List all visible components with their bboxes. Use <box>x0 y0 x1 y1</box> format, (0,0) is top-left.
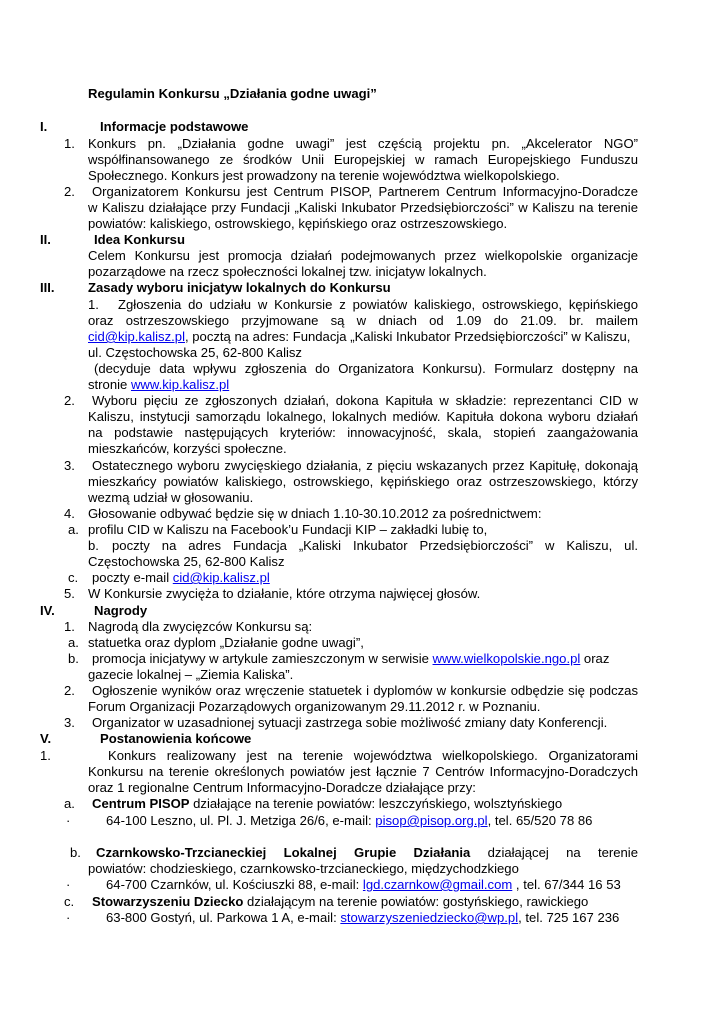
s4-item-3-number: 3. <box>64 715 75 730</box>
s4-sub-b-pre: promocja inicjatywy w artykule zamieszczonym w serwisie <box>92 651 433 666</box>
s5-sub-a-address-post: , tel. 65/520 78 86 <box>487 813 593 828</box>
section-3-number: III. <box>40 280 55 295</box>
s1-item-1-line-1: Konkurs pn. „Działania godne uwagi” jest częścią projektu pn. „Akcelerator NGO” <box>88 136 638 151</box>
s3-sub-a-text: profilu CID w Kaliszu na Facebook’u Fundacji KIP – zakładki lubię to, <box>88 522 488 537</box>
email-link-cid[interactable]: cid@kip.kalisz.pl <box>88 329 185 344</box>
s3-item-3-number: 3. <box>64 458 75 473</box>
email-link-cid-vote[interactable]: cid@kip.kalisz.pl <box>172 570 270 585</box>
s3-item-2-line-4: mieszkańców, korzyści społeczne. <box>88 441 287 456</box>
s1-item-1-line-2: współfinansowanego ze środków Unii Europejskiej w ramach Europejskiego Funduszu <box>88 152 638 167</box>
s3-sub-b-line-1: poczty na adres Fundacja „Kaliski Inkubator Przedsiębiorczości” w Kaliszu, ul. <box>112 538 638 553</box>
section-2-heading: Idea Konkursu <box>94 232 185 247</box>
s4-item-1-line-1: Nagrodą dla zwycięzców Konkursu są: <box>88 619 313 634</box>
email-link-stowarzyszenie[interactable]: stowarzyszeniedziecko@wp.pl <box>340 910 519 925</box>
website-link-kip[interactable]: www.kip.kalisz.pl <box>130 377 230 392</box>
s1-item-1-line-3: Społecznego. Konkurs jest prowadzony na terenie województwa wielkopolskiego. <box>88 168 560 183</box>
s3-item-1-line-6 <box>88 377 229 393</box>
s5-sub-b-bullet: · <box>66 877 71 892</box>
section-4-number: IV. <box>40 603 55 618</box>
s2-line-1: Celem Konkursu jest promocja działań podejmowanych przez wielkopolskie organizacje <box>88 248 638 263</box>
s1-item-2-number: 2. <box>64 184 75 199</box>
section-3-heading: Zasady wyboru inicjatyw lokalnych do Konkursu <box>88 280 391 295</box>
s3-item-1-line-3-rest: , pocztą na adres: Fundacja „Kaliski Inkubator Przedsiębiorczości” w Kaliszu, <box>184 329 631 344</box>
s5-sub-a-org: Centrum PISOP <box>92 796 190 811</box>
s5-sub-a-address <box>106 813 592 829</box>
s3-sub-c-label: c. <box>68 570 79 585</box>
s5-sub-a-label: a. <box>64 796 75 811</box>
s5-item-1-line-3: oraz 1 regionalne Centrum Informacyjno-Doradcze działające przy: <box>88 780 476 795</box>
s5-sub-b-line-2: powiatów: chodzieskiego, czarnkowsko-trzcianeckiego, międzychodzkiego <box>88 861 519 876</box>
s5-sub-c-address-pre: 63-800 Gostyń, ul. Parkowa 1 A, e-mail: <box>106 910 341 925</box>
s1-item-2-line-2: w Kaliszu działające przy Fundacji „Kaliski Inkubator Przedsiębiorczości” w Kaliszu na terenie <box>88 200 638 215</box>
document-title: Regulamin Konkursu „Działania godne uwagi” <box>88 86 377 101</box>
s1-item-1-number: 1. <box>64 136 75 151</box>
s3-item-2-line-1: Wyboru pięciu ze zgłoszonych działań, dokona Kapituła w składzie: reprezentanci CID w <box>92 393 638 408</box>
s3-item-3-line-3: wezmą udział w głosowaniu. <box>88 490 254 505</box>
s5-sub-c-rest: działającym na terenie powiatów: gostyńskiego, rawickiego <box>243 894 589 909</box>
section-4-heading: Nagrody <box>94 603 148 618</box>
s5-sub-b-address-pre: 64-700 Czarnków, ul. Kościuszki 88, e-mail: <box>106 877 363 892</box>
s3-item-5-line-1: W Konkursie zwycięża to działanie, które otrzyma najwięcej głosów. <box>88 586 481 601</box>
s5-item-1-line-2: Konkursu na terenie określonych powiatów jest łącznie 7 Centrów Informacyjno-Doradczych <box>88 764 638 779</box>
s1-item-2-line-3: powiatów: kaliskiego, ostrowskiego, kępińskiego oraz ostrzeszowskiego. <box>88 216 508 231</box>
s4-sub-a-text: statuetka oraz dyplom „Działanie godne uwagi”, <box>88 635 364 650</box>
s5-sub-b-line-1 <box>96 845 638 861</box>
s3-item-1-line-6-pre: stronie <box>88 377 131 392</box>
s3-item-1-line-5: (decyduje data wpływu zgłoszenia do Organizatora Konkursu). Formularz dostępny na <box>94 361 638 376</box>
email-link-lgd[interactable]: lgd.czarnkow@gmail.com <box>362 877 513 892</box>
s5-sub-c-bullet: · <box>66 910 71 925</box>
s1-item-2-line-1: Organizatorem Konkursu jest Centrum PISOP, Partnerem Centrum Informacyjno-Doradcze <box>92 184 638 199</box>
s5-sub-c-line-1 <box>92 894 588 910</box>
s3-sub-a-label: a. <box>68 522 79 537</box>
s3-item-4-number: 4. <box>64 506 75 521</box>
section-5-heading: Postanowienia końcowe <box>100 731 252 746</box>
s5-sub-c-address <box>106 910 619 926</box>
email-link-pisop[interactable]: pisop@pisop.org.pl <box>375 813 488 828</box>
s5-sub-a-line-1 <box>92 796 562 812</box>
website-link-ngo[interactable]: www.wielkopolskie.ngo.pl <box>432 651 581 666</box>
s5-sub-b-address <box>106 877 621 893</box>
s5-item-1-line-1: Konkurs realizowany jest na terenie województwa wielkopolskiego. Organizatorami <box>108 748 638 763</box>
s5-sub-b-label: b. <box>70 845 81 860</box>
s5-sub-c-label: c. <box>64 894 75 909</box>
s3-item-1-line-1: Zgłoszenia do udziału w Konkursie z powiatów kaliskiego, ostrowskiego, kępińskiego <box>118 297 638 312</box>
s4-item-2-line-2: Forum Organizacji Pozarządowych organizowanym 29.11.2012 r. w Poznaniu. <box>88 699 541 714</box>
s3-sub-c-pre: poczty e-mail <box>92 570 173 585</box>
s3-item-2-line-2: Kaliszu, instytucji samorządu lokalnego, lokalnych mediów. Kapituła dokona wyboru działań <box>88 409 638 424</box>
s3-item-2-line-3: na podstawie następujących kryteriów: innowacyjność, skala, stopień zaangażowania <box>88 425 638 440</box>
s3-item-3-line-2: mieszkańcy powiatów kaliskiego, ostrowskiego, kępińskiego oraz ostrzeszowskiego, którzy <box>88 474 638 489</box>
s4-sub-a-label: a. <box>68 635 79 650</box>
s5-sub-c-org: Stowarzyszeniu Dziecko <box>92 894 244 909</box>
s4-sub-b-line-1 <box>92 651 609 667</box>
s5-sub-b-rest: działającej na terenie <box>470 845 638 860</box>
s4-item-2-line-1: Ogłoszenie wyników oraz wręczenie statuetek i dyplomów w konkursie odbędzie się podczas <box>92 683 638 698</box>
s4-sub-b-line-2: gazecie lokalnej – „Ziemia Kaliska”. <box>88 667 294 682</box>
s3-sub-b-label: b. <box>88 538 99 553</box>
s3-item-1-line-2: oraz ostrzeszowskiego przyjmowane są w dniach od 1.09 do 21.09. br. mailem <box>88 313 638 328</box>
s2-line-2: pozarządowe na rzecz społeczności lokalnej tzw. inicjatyw lokalnych. <box>88 264 487 279</box>
section-2-number: II. <box>40 232 51 247</box>
s5-sub-a-address-pre: 64-100 Leszno, ul. Pl. J. Metziga 26/6, e-mail: <box>106 813 376 828</box>
s3-item-1-line-3 <box>88 329 630 345</box>
section-5-number: V. <box>40 731 52 746</box>
s4-item-1-number: 1. <box>64 619 75 634</box>
s3-item-1-number: 1. <box>88 297 99 312</box>
s5-sub-a-rest: działające na terenie powiatów: leszczyńskiego, wolsztyńskiego <box>189 796 563 811</box>
s3-item-2-number: 2. <box>64 393 75 408</box>
s5-sub-c-address-post: , tel. 725 167 236 <box>518 910 620 925</box>
s5-item-1-number: 1. <box>40 748 51 763</box>
s4-sub-b-post: oraz <box>580 651 610 666</box>
s3-sub-b-line-2: Częstochowska 25, 62-800 Kalisz <box>88 554 285 569</box>
s4-sub-b-label: b. <box>68 651 79 666</box>
s4-item-2-number: 2. <box>64 683 75 698</box>
s4-item-3-line-1: Organizator w uzasadnionej sytuacji zastrzega sobie możliwość zmiany daty Konferencji. <box>92 715 608 730</box>
s3-item-4-line-1: Głosowanie odbywać będzie się w dniach 1.10-30.10.2012 za pośrednictwem: <box>88 506 542 521</box>
s5-sub-a-bullet: · <box>66 813 71 828</box>
s5-sub-b-org: Czarnkowsko-Trzcianeckiej Lokalnej Grupie Działania <box>96 845 471 860</box>
section-1-number: I. <box>40 119 48 134</box>
s3-item-3-line-1: Ostatecznego wyboru zwycięskiego działania, z pięciu wskazanych przez Kapitułę, dokonają <box>92 458 638 473</box>
s3-item-1-line-4: ul. Częstochowska 25, 62-800 Kalisz <box>88 345 302 360</box>
s5-sub-b-address-post: , tel. 67/344 16 53 <box>512 877 621 892</box>
s3-item-5-number: 5. <box>64 586 75 601</box>
section-1-heading: Informacje podstawowe <box>100 119 249 134</box>
s3-sub-c-text <box>92 570 270 586</box>
